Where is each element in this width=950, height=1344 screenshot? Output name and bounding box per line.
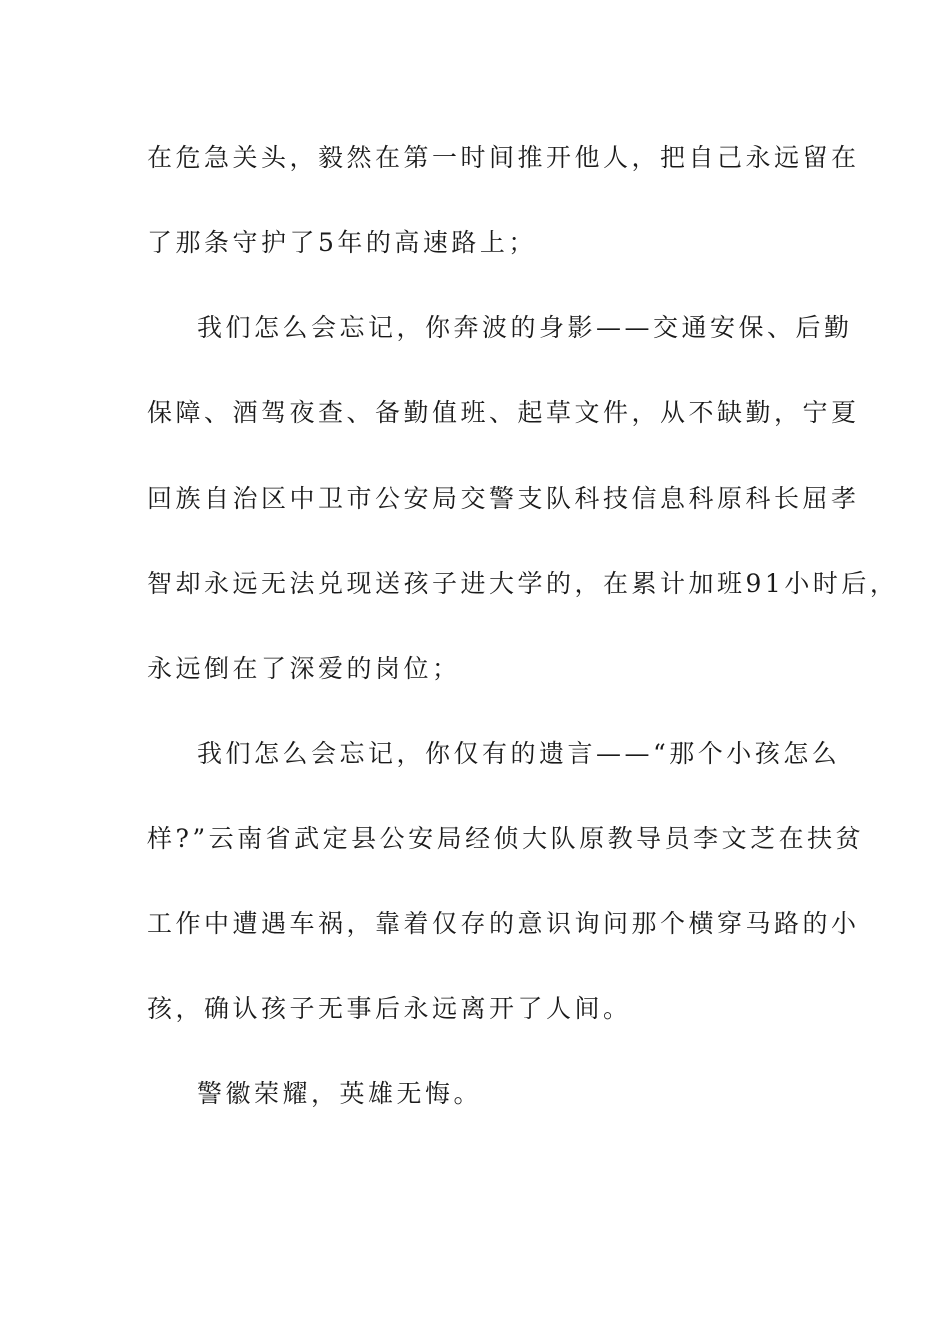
paragraph-line: 孩，确认孩子无事后永远离开了人间。	[147, 994, 632, 1023]
paragraph-line: 我们怎么会忘记，你奔波的身影——交通安保、后勤	[197, 313, 853, 342]
paragraph-line: 在危急关头，毅然在第一时间推开他人，把自己永远留在	[147, 143, 860, 172]
paragraph-line: 回族自治区中卫市公安局交警支队科技信息科原科长屈孝	[147, 484, 860, 513]
paragraph-line: 警徽荣耀，英雄无悔。	[197, 1079, 483, 1108]
paragraph-line: 保障、酒驾夜查、备勤值班、起草文件，从不缺勤，宁夏	[147, 398, 860, 427]
paragraph-line: 了那条守护了5年的高速路上；	[147, 228, 537, 257]
paragraph-line: 智却永远无法兑现送孩子进大学的，在累计加班91小时后，	[147, 569, 899, 598]
paragraph-line: 工作中遭遇车祸，靠着仅存的意识询问那个横穿马路的小	[147, 909, 860, 938]
paragraph-line: 我们怎么会忘记，你仅有的遗言——“那个小孩怎么	[197, 739, 841, 768]
paragraph-line: 样?”云南省武定县公安局经侦大队原教导员李文芝在扶贫	[147, 824, 865, 853]
paragraph-line: 永远倒在了深爱的岗位；	[147, 654, 461, 683]
